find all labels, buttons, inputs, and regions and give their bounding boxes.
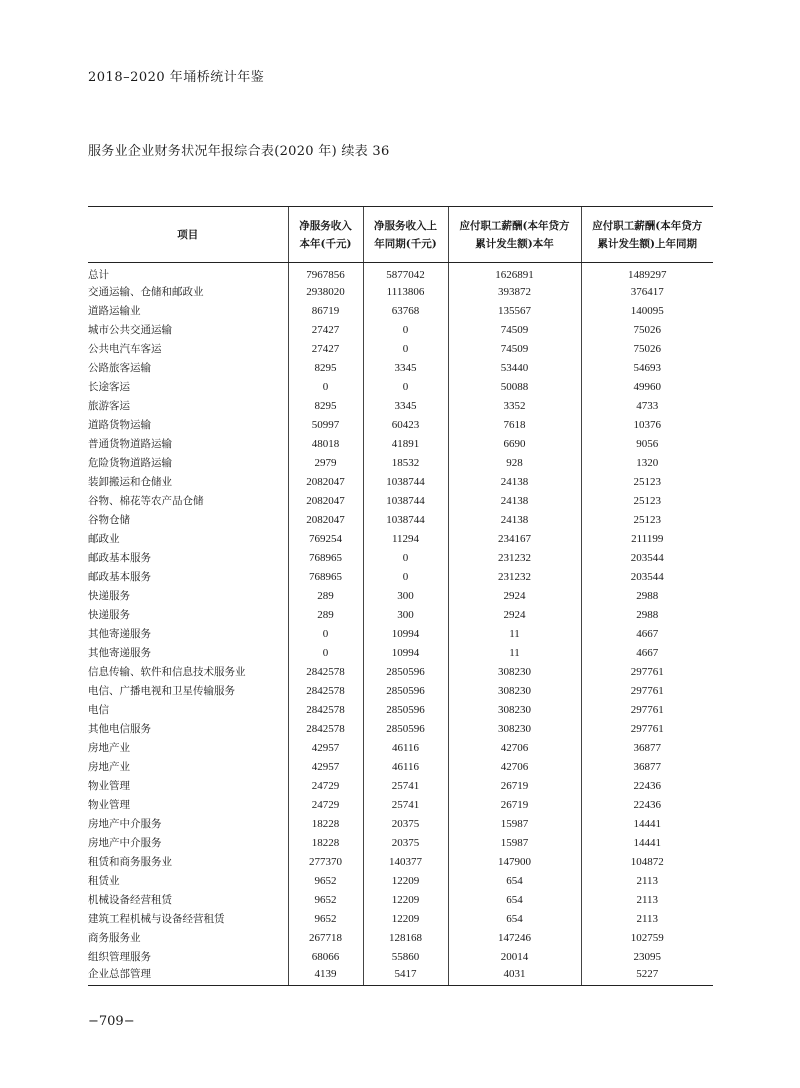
table-row [88, 852, 713, 871]
payroll-current-cell: 308230 [448, 719, 581, 738]
row-label-cell: 企业总部管理 [88, 966, 288, 985]
service-income-previous-cell: 2850596 [363, 662, 448, 681]
service-income-current-cell: 86719 [288, 301, 363, 320]
payroll-current-cell: 53440 [448, 358, 581, 377]
table-row [88, 339, 713, 358]
row-label-cell: 电信 [88, 704, 109, 716]
payroll-previous-cell: 4667 [581, 643, 713, 662]
service-income-current-cell: 289 [288, 605, 363, 624]
payroll-current-cell: 7618 [448, 415, 581, 434]
service-income-previous-cell: 41891 [363, 434, 448, 453]
table-title: 服务业企业财务状况年报综合表(2020 年) 续表 36 [88, 144, 390, 159]
row-label-cell: 旅游客运 [88, 400, 130, 412]
service-income-previous-cell: 10994 [363, 643, 448, 662]
row-label-cell: 其他电信服务 [88, 723, 151, 735]
table-row [88, 358, 713, 377]
payroll-current-cell: 234167 [448, 529, 581, 548]
payroll-current-cell: 308230 [448, 681, 581, 700]
payroll-current-cell: 15987 [448, 833, 581, 852]
service-income-previous-cell: 0 [363, 339, 448, 358]
service-income-previous-cell: 20375 [363, 833, 448, 852]
payroll-current-cell: 654 [448, 890, 581, 909]
service-income-current-cell: 18228 [288, 814, 363, 833]
payroll-previous-cell: 10376 [581, 415, 713, 434]
table-row [88, 415, 713, 434]
row-label-cell: 组织管理服务 [88, 951, 151, 963]
payroll-current-cell: 42706 [448, 738, 581, 757]
payroll-previous-cell: 25123 [581, 510, 713, 529]
payroll-previous-cell: 2988 [581, 586, 713, 605]
service-income-previous-cell: 5417 [363, 966, 448, 985]
running-header: 2018–2020 年埇桥统计年鉴 [88, 70, 265, 85]
table-row [88, 377, 713, 396]
row-label-cell: 谷物仓储 [88, 514, 130, 526]
service-income-current-cell: 4139 [288, 966, 363, 985]
service-income-current-cell: 24729 [288, 776, 363, 795]
service-income-current-cell: 768965 [288, 548, 363, 567]
service-income-previous-cell: 12209 [363, 871, 448, 890]
service-income-current-cell: 8295 [288, 358, 363, 377]
statistics-table [88, 206, 713, 986]
service-income-current-cell: 7967856 [288, 263, 363, 283]
payroll-current-cell: 11 [448, 624, 581, 643]
payroll-current-cell: 928 [448, 453, 581, 472]
payroll-previous-cell: 23095 [581, 947, 713, 966]
service-income-previous-cell: 12209 [363, 909, 448, 928]
table-row [88, 966, 713, 985]
service-income-current-cell: 2842578 [288, 681, 363, 700]
payroll-previous-cell: 102759 [581, 928, 713, 947]
column-header-line1: 项目 [177, 228, 199, 241]
payroll-previous-cell: 75026 [581, 339, 713, 358]
table-row [88, 662, 713, 681]
payroll-previous-cell: 14441 [581, 833, 713, 852]
service-income-previous-cell: 55860 [363, 947, 448, 966]
column-header-line2: 年同期(千元) [374, 237, 437, 250]
row-label-cell: 邮政基本服务 [88, 571, 151, 583]
row-label-cell: 谷物、棉花等农产品仓储 [88, 495, 204, 507]
row-label-cell: 总计 [88, 269, 109, 281]
payroll-current-cell: 308230 [448, 662, 581, 681]
table-row [88, 795, 713, 814]
service-income-current-cell: 2842578 [288, 719, 363, 738]
row-label-cell: 租赁和商务服务业 [88, 856, 172, 868]
service-income-previous-cell: 25741 [363, 795, 448, 814]
payroll-previous-cell: 2113 [581, 871, 713, 890]
table-row [88, 624, 713, 643]
row-label-cell: 商务服务业 [88, 932, 141, 944]
payroll-previous-cell: 297761 [581, 681, 713, 700]
service-income-current-cell: 2842578 [288, 662, 363, 681]
table-row [88, 814, 713, 833]
payroll-current-cell: 24138 [448, 510, 581, 529]
table-row [88, 548, 713, 567]
table-row [88, 586, 713, 605]
service-income-current-cell: 0 [288, 624, 363, 643]
service-income-previous-cell: 300 [363, 586, 448, 605]
row-label-cell: 快递服务 [88, 609, 130, 621]
service-income-current-cell: 42957 [288, 738, 363, 757]
payroll-previous-cell: 4667 [581, 624, 713, 643]
service-income-current-cell: 2082047 [288, 472, 363, 491]
service-income-previous-cell: 18532 [363, 453, 448, 472]
service-income-previous-cell: 25741 [363, 776, 448, 795]
payroll-previous-cell: 36877 [581, 738, 713, 757]
statistics-table-container [88, 206, 713, 986]
service-income-current-cell: 24729 [288, 795, 363, 814]
payroll-previous-cell: 297761 [581, 700, 713, 719]
column-header-line1: 应付职工薪酬(本年贷方 [459, 219, 570, 232]
service-income-current-cell: 27427 [288, 320, 363, 339]
table-header-row [88, 207, 713, 263]
table-row [88, 263, 713, 283]
payroll-previous-cell: 2988 [581, 605, 713, 624]
service-income-previous-cell: 1038744 [363, 491, 448, 510]
service-income-previous-cell: 3345 [363, 358, 448, 377]
table-row [88, 605, 713, 624]
row-label-cell: 物业管理 [88, 799, 130, 811]
table-row [88, 776, 713, 795]
table-row [88, 738, 713, 757]
service-income-current-cell: 0 [288, 377, 363, 396]
table-row [88, 681, 713, 700]
row-label-cell: 机械设备经营租赁 [88, 894, 172, 906]
payroll-previous-cell: 36877 [581, 757, 713, 776]
service-income-current-cell: 9652 [288, 909, 363, 928]
service-income-current-cell: 2938020 [288, 282, 363, 301]
payroll-current-cell: 26719 [448, 776, 581, 795]
row-label-cell: 租赁业 [88, 875, 120, 887]
service-income-previous-cell: 2850596 [363, 700, 448, 719]
row-label-cell: 其他寄递服务 [88, 628, 151, 640]
payroll-previous-cell: 4733 [581, 396, 713, 415]
table-row [88, 472, 713, 491]
service-income-previous-cell: 1038744 [363, 472, 448, 491]
payroll-previous-cell: 54693 [581, 358, 713, 377]
row-label-cell: 房地产业 [88, 761, 130, 773]
table-row [88, 434, 713, 453]
table-row [88, 301, 713, 320]
payroll-current-cell: 393872 [448, 282, 581, 301]
service-income-previous-cell: 3345 [363, 396, 448, 415]
service-income-previous-cell: 11294 [363, 529, 448, 548]
payroll-current-cell: 74509 [448, 320, 581, 339]
row-label-cell: 建筑工程机械与设备经营租赁 [88, 913, 225, 925]
service-income-current-cell: 9652 [288, 871, 363, 890]
payroll-previous-cell: 9056 [581, 434, 713, 453]
payroll-previous-cell: 2113 [581, 890, 713, 909]
service-income-previous-cell: 5877042 [363, 263, 448, 283]
row-label-cell: 快递服务 [88, 590, 130, 602]
service-income-current-cell: 267718 [288, 928, 363, 947]
service-income-previous-cell: 10994 [363, 624, 448, 643]
row-label-cell: 房地产中介服务 [88, 818, 162, 830]
payroll-current-cell: 147246 [448, 928, 581, 947]
payroll-current-cell: 231232 [448, 567, 581, 586]
column-header-line1: 净服务收入上 [374, 219, 437, 232]
payroll-previous-cell: 25123 [581, 491, 713, 510]
payroll-previous-cell: 376417 [581, 282, 713, 301]
service-income-previous-cell: 0 [363, 548, 448, 567]
service-income-current-cell: 27427 [288, 339, 363, 358]
service-income-current-cell: 2082047 [288, 510, 363, 529]
payroll-previous-cell: 49960 [581, 377, 713, 396]
service-income-previous-cell: 0 [363, 567, 448, 586]
row-label-cell: 装卸搬运和仓储业 [88, 476, 172, 488]
table-body [88, 263, 713, 986]
payroll-previous-cell: 297761 [581, 662, 713, 681]
payroll-previous-cell: 2113 [581, 909, 713, 928]
service-income-current-cell: 0 [288, 643, 363, 662]
service-income-previous-cell: 12209 [363, 890, 448, 909]
row-label-cell: 道路货物运输 [88, 419, 151, 431]
service-income-current-cell: 9652 [288, 890, 363, 909]
column-header-line1: 净服务收入 [299, 219, 352, 232]
payroll-current-cell: 74509 [448, 339, 581, 358]
payroll-previous-cell: 5227 [581, 966, 713, 985]
row-label-cell: 道路运输业 [88, 305, 141, 317]
service-income-current-cell: 18228 [288, 833, 363, 852]
service-income-current-cell: 48018 [288, 434, 363, 453]
column-header-line2: 累计发生额)上年同期 [597, 237, 697, 250]
page-number: −709− [88, 1014, 135, 1029]
column-header-line1: 应付职工薪酬(本年贷方 [592, 219, 703, 232]
service-income-current-cell: 2979 [288, 453, 363, 472]
table-row [88, 453, 713, 472]
payroll-current-cell: 3352 [448, 396, 581, 415]
table-row [88, 643, 713, 662]
payroll-previous-cell: 203544 [581, 548, 713, 567]
column-header-payroll-current [448, 207, 581, 263]
payroll-current-cell: 2924 [448, 605, 581, 624]
payroll-previous-cell: 22436 [581, 776, 713, 795]
table-row [88, 396, 713, 415]
payroll-current-cell: 50088 [448, 377, 581, 396]
table-row [88, 320, 713, 339]
row-label-cell: 邮政基本服务 [88, 552, 151, 564]
row-label-cell: 房地产业 [88, 742, 130, 754]
row-label-cell: 长途客运 [88, 381, 130, 393]
payroll-current-cell: 26719 [448, 795, 581, 814]
row-label-cell: 信息传输、软件和信息技术服务业 [88, 666, 246, 678]
payroll-current-cell: 11 [448, 643, 581, 662]
payroll-previous-cell: 22436 [581, 795, 713, 814]
payroll-current-cell: 1626891 [448, 263, 581, 283]
payroll-previous-cell: 203544 [581, 567, 713, 586]
service-income-previous-cell: 20375 [363, 814, 448, 833]
service-income-previous-cell: 140377 [363, 852, 448, 871]
payroll-previous-cell: 25123 [581, 472, 713, 491]
table-row [88, 890, 713, 909]
payroll-current-cell: 4031 [448, 966, 581, 985]
service-income-current-cell: 289 [288, 586, 363, 605]
payroll-current-cell: 24138 [448, 472, 581, 491]
service-income-previous-cell: 46116 [363, 738, 448, 757]
payroll-current-cell: 654 [448, 909, 581, 928]
row-label-cell: 普通货物道路运输 [88, 438, 172, 450]
row-label-cell: 城市公共交通运输 [88, 324, 172, 336]
service-income-previous-cell: 2850596 [363, 719, 448, 738]
service-income-current-cell: 8295 [288, 396, 363, 415]
payroll-previous-cell: 211199 [581, 529, 713, 548]
row-label-cell: 物业管理 [88, 780, 130, 792]
payroll-current-cell: 654 [448, 871, 581, 890]
table-row [88, 510, 713, 529]
table-row [88, 567, 713, 586]
payroll-current-cell: 6690 [448, 434, 581, 453]
payroll-previous-cell: 75026 [581, 320, 713, 339]
table-row [88, 529, 713, 548]
table-row [88, 947, 713, 966]
service-income-previous-cell: 2850596 [363, 681, 448, 700]
payroll-previous-cell: 1489297 [581, 263, 713, 283]
service-income-current-cell: 2842578 [288, 700, 363, 719]
service-income-previous-cell: 0 [363, 377, 448, 396]
row-label-cell: 危险货物道路运输 [88, 457, 172, 469]
payroll-current-cell: 2924 [448, 586, 581, 605]
service-income-previous-cell: 128168 [363, 928, 448, 947]
service-income-previous-cell: 300 [363, 605, 448, 624]
column-header-service-income-current [288, 207, 363, 263]
column-header-service-income-previous [363, 207, 448, 263]
payroll-current-cell: 147900 [448, 852, 581, 871]
table-row [88, 719, 713, 738]
payroll-previous-cell: 1320 [581, 453, 713, 472]
column-header-line2: 累计发生额)本年 [475, 237, 554, 250]
row-label-cell: 其他寄递服务 [88, 647, 151, 659]
service-income-current-cell: 769254 [288, 529, 363, 548]
payroll-current-cell: 308230 [448, 700, 581, 719]
payroll-current-cell: 20014 [448, 947, 581, 966]
payroll-previous-cell: 14441 [581, 814, 713, 833]
service-income-current-cell: 277370 [288, 852, 363, 871]
service-income-previous-cell: 0 [363, 320, 448, 339]
payroll-current-cell: 42706 [448, 757, 581, 776]
table-row [88, 491, 713, 510]
table-row [88, 282, 713, 301]
payroll-current-cell: 24138 [448, 491, 581, 510]
payroll-previous-cell: 140095 [581, 301, 713, 320]
table-row [88, 833, 713, 852]
payroll-current-cell: 135567 [448, 301, 581, 320]
table-row [88, 757, 713, 776]
row-label-cell: 邮政业 [88, 533, 120, 545]
table-row [88, 871, 713, 890]
service-income-current-cell: 42957 [288, 757, 363, 776]
table-row [88, 909, 713, 928]
row-label-cell: 房地产中介服务 [88, 837, 162, 849]
row-label-cell: 电信、广播电视和卫星传输服务 [88, 685, 235, 697]
service-income-previous-cell: 46116 [363, 757, 448, 776]
payroll-previous-cell: 104872 [581, 852, 713, 871]
payroll-current-cell: 15987 [448, 814, 581, 833]
service-income-current-cell: 2082047 [288, 491, 363, 510]
service-income-previous-cell: 1113806 [363, 282, 448, 301]
column-header-item [88, 207, 288, 263]
table-row [88, 700, 713, 719]
column-header-line2: 本年(千元) [299, 237, 352, 250]
payroll-previous-cell: 297761 [581, 719, 713, 738]
service-income-previous-cell: 63768 [363, 301, 448, 320]
service-income-current-cell: 68066 [288, 947, 363, 966]
service-income-current-cell: 50997 [288, 415, 363, 434]
row-label-cell: 公共电汽车客运 [88, 343, 162, 355]
service-income-previous-cell: 60423 [363, 415, 448, 434]
row-label-cell: 交通运输、仓储和邮政业 [88, 286, 204, 298]
column-header-payroll-previous [581, 207, 713, 263]
row-label-cell: 公路旅客运输 [88, 362, 151, 374]
payroll-current-cell: 231232 [448, 548, 581, 567]
service-income-previous-cell: 1038744 [363, 510, 448, 529]
service-income-current-cell: 768965 [288, 567, 363, 586]
table-row [88, 928, 713, 947]
